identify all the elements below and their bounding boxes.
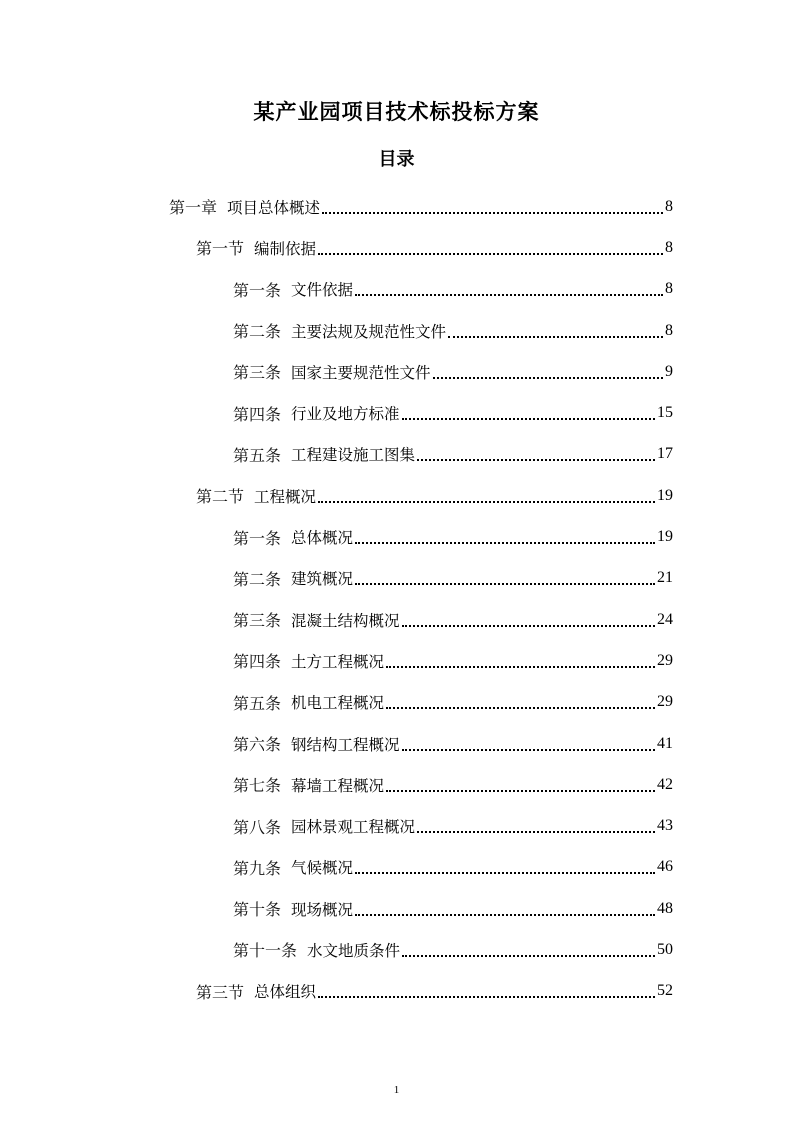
toc-entry-number: 第二条: [233, 322, 282, 342]
toc-entry-title: 国家主要规范性文件: [291, 363, 431, 382]
toc-entry-page: 15: [657, 404, 673, 422]
toc-entry-number: 第六条: [233, 735, 282, 754]
toc-entry-page: 46: [657, 858, 673, 876]
toc-entry-page: 19: [657, 486, 673, 504]
toc-entry-page: 29: [657, 693, 673, 711]
toc-entry-page: 9: [665, 362, 673, 380]
document-title: 某产业园项目技术标投标方案: [253, 100, 540, 124]
toc-dot-leader: [417, 831, 655, 833]
toc-entry[interactable]: [0, 764, 793, 805]
toc-dot-leader: [417, 459, 655, 461]
toc-dot-leader: [355, 914, 655, 916]
toc-dot-leader: [448, 336, 663, 338]
toc-entry[interactable]: [0, 392, 793, 433]
toc-dot-leader: [318, 996, 655, 998]
toc-entry-title: 混凝土结构概况: [291, 611, 400, 630]
toc-entry-page: 8: [665, 321, 673, 339]
toc-entry-number: 第一条: [233, 280, 282, 300]
toc-entry-number: 第一节: [196, 239, 245, 259]
toc-entry-page: 41: [657, 734, 673, 752]
toc-dot-leader: [318, 501, 655, 503]
toc-entry-title: 文件依据: [291, 281, 354, 300]
toc-entry[interactable]: [0, 888, 793, 929]
toc-dot-leader: [402, 625, 655, 627]
toc-entry[interactable]: [0, 227, 793, 268]
toc-entry[interactable]: [0, 269, 793, 310]
toc-entry-number: 第十一条: [233, 941, 298, 961]
toc-entry-page: 8: [665, 280, 673, 298]
toc-entry-number: 第二条: [233, 569, 282, 589]
toc-entry-number: 第二节: [196, 487, 245, 507]
toc-heading: 目录: [378, 149, 415, 170]
toc-entry[interactable]: [0, 682, 793, 723]
toc-entry-title: 行业及地方标准: [291, 405, 400, 424]
toc-entry-number: 第五条: [233, 445, 282, 465]
toc-entry-title: 钢结构工程概况: [291, 735, 400, 754]
toc-entry-number: 第三节: [196, 982, 245, 1002]
toc-entry[interactable]: [0, 310, 793, 351]
toc-entry-number: 第十条: [233, 900, 282, 920]
toc-entry-number: 第一章: [169, 198, 218, 218]
toc-entry-number: 第三条: [233, 363, 282, 383]
page-number: 1: [393, 1084, 400, 1096]
toc-dot-leader: [402, 418, 655, 420]
toc-entry-page: 29: [657, 651, 673, 669]
toc-entry[interactable]: [0, 351, 793, 392]
table-of-contents: [0, 186, 793, 1012]
toc-entry-title: 工程概况: [254, 487, 317, 506]
toc-entry[interactable]: [0, 723, 793, 764]
toc-entry[interactable]: [0, 640, 793, 681]
toc-entry-page: 8: [665, 238, 673, 256]
toc-entry-number: 第四条: [233, 652, 282, 672]
toc-entry-title: 工程建设施工图集: [291, 446, 416, 465]
toc-entry-title: 机电工程概况: [291, 694, 385, 713]
toc-entry[interactable]: [0, 847, 793, 888]
toc-dot-leader: [402, 955, 655, 957]
toc-entry-number: 第四条: [233, 404, 282, 424]
toc-dot-leader: [355, 872, 655, 874]
toc-entry-number: 第八条: [233, 817, 282, 837]
toc-entry[interactable]: [0, 516, 793, 557]
toc-dot-leader: [355, 542, 655, 544]
toc-dot-leader: [433, 377, 663, 379]
toc-entry-title: 项目总体概述: [227, 198, 321, 217]
toc-entry-page: 43: [657, 817, 673, 835]
toc-entry-number: 第七条: [233, 776, 282, 796]
toc-entry[interactable]: [0, 186, 793, 227]
toc-entry-number: 第一条: [233, 528, 282, 548]
toc-entry-page: 52: [657, 982, 673, 1000]
toc-dot-leader: [402, 749, 655, 751]
toc-dot-leader: [386, 666, 655, 668]
toc-entry-title: 总体组织: [254, 983, 317, 1002]
toc-entry-title: 总体概况: [291, 529, 354, 548]
toc-entry-page: 48: [657, 899, 673, 917]
toc-entry-title: 园林景观工程概况: [291, 818, 416, 837]
toc-dot-leader: [386, 790, 655, 792]
toc-entry-page: 50: [657, 940, 673, 958]
toc-entry[interactable]: [0, 805, 793, 846]
toc-entry-title: 水文地质条件: [307, 941, 401, 960]
toc-entry-page: 8: [665, 197, 673, 215]
toc-entry-number: 第九条: [233, 858, 282, 878]
toc-dot-leader: [355, 294, 663, 296]
toc-entry-number: 第三条: [233, 611, 282, 631]
toc-entry-title: 幕墙工程概况: [291, 776, 385, 795]
toc-entry-title: 编制依据: [254, 239, 317, 258]
toc-entry-page: 17: [657, 445, 673, 463]
toc-entry-title: 气候概况: [291, 859, 354, 878]
toc-entry[interactable]: [0, 475, 793, 516]
toc-dot-leader: [318, 253, 663, 255]
toc-entry-number: 第五条: [233, 693, 282, 713]
toc-entry-page: 24: [657, 610, 673, 628]
toc-entry[interactable]: [0, 929, 793, 970]
toc-dot-leader: [355, 583, 655, 585]
toc-entry[interactable]: [0, 599, 793, 640]
toc-entry-title: 土方工程概况: [291, 652, 385, 671]
toc-entry-title: 主要法规及规范性文件: [291, 322, 447, 341]
toc-dot-leader: [322, 212, 663, 214]
toc-entry[interactable]: [0, 558, 793, 599]
toc-entry-title: 现场概况: [291, 900, 354, 919]
toc-entry-page: 21: [657, 569, 673, 587]
toc-dot-leader: [386, 707, 655, 709]
toc-entry[interactable]: [0, 971, 793, 1012]
toc-entry-page: 19: [657, 528, 673, 546]
toc-entry[interactable]: [0, 434, 793, 475]
toc-entry-title: 建筑概况: [291, 570, 354, 589]
toc-entry-page: 42: [657, 775, 673, 793]
